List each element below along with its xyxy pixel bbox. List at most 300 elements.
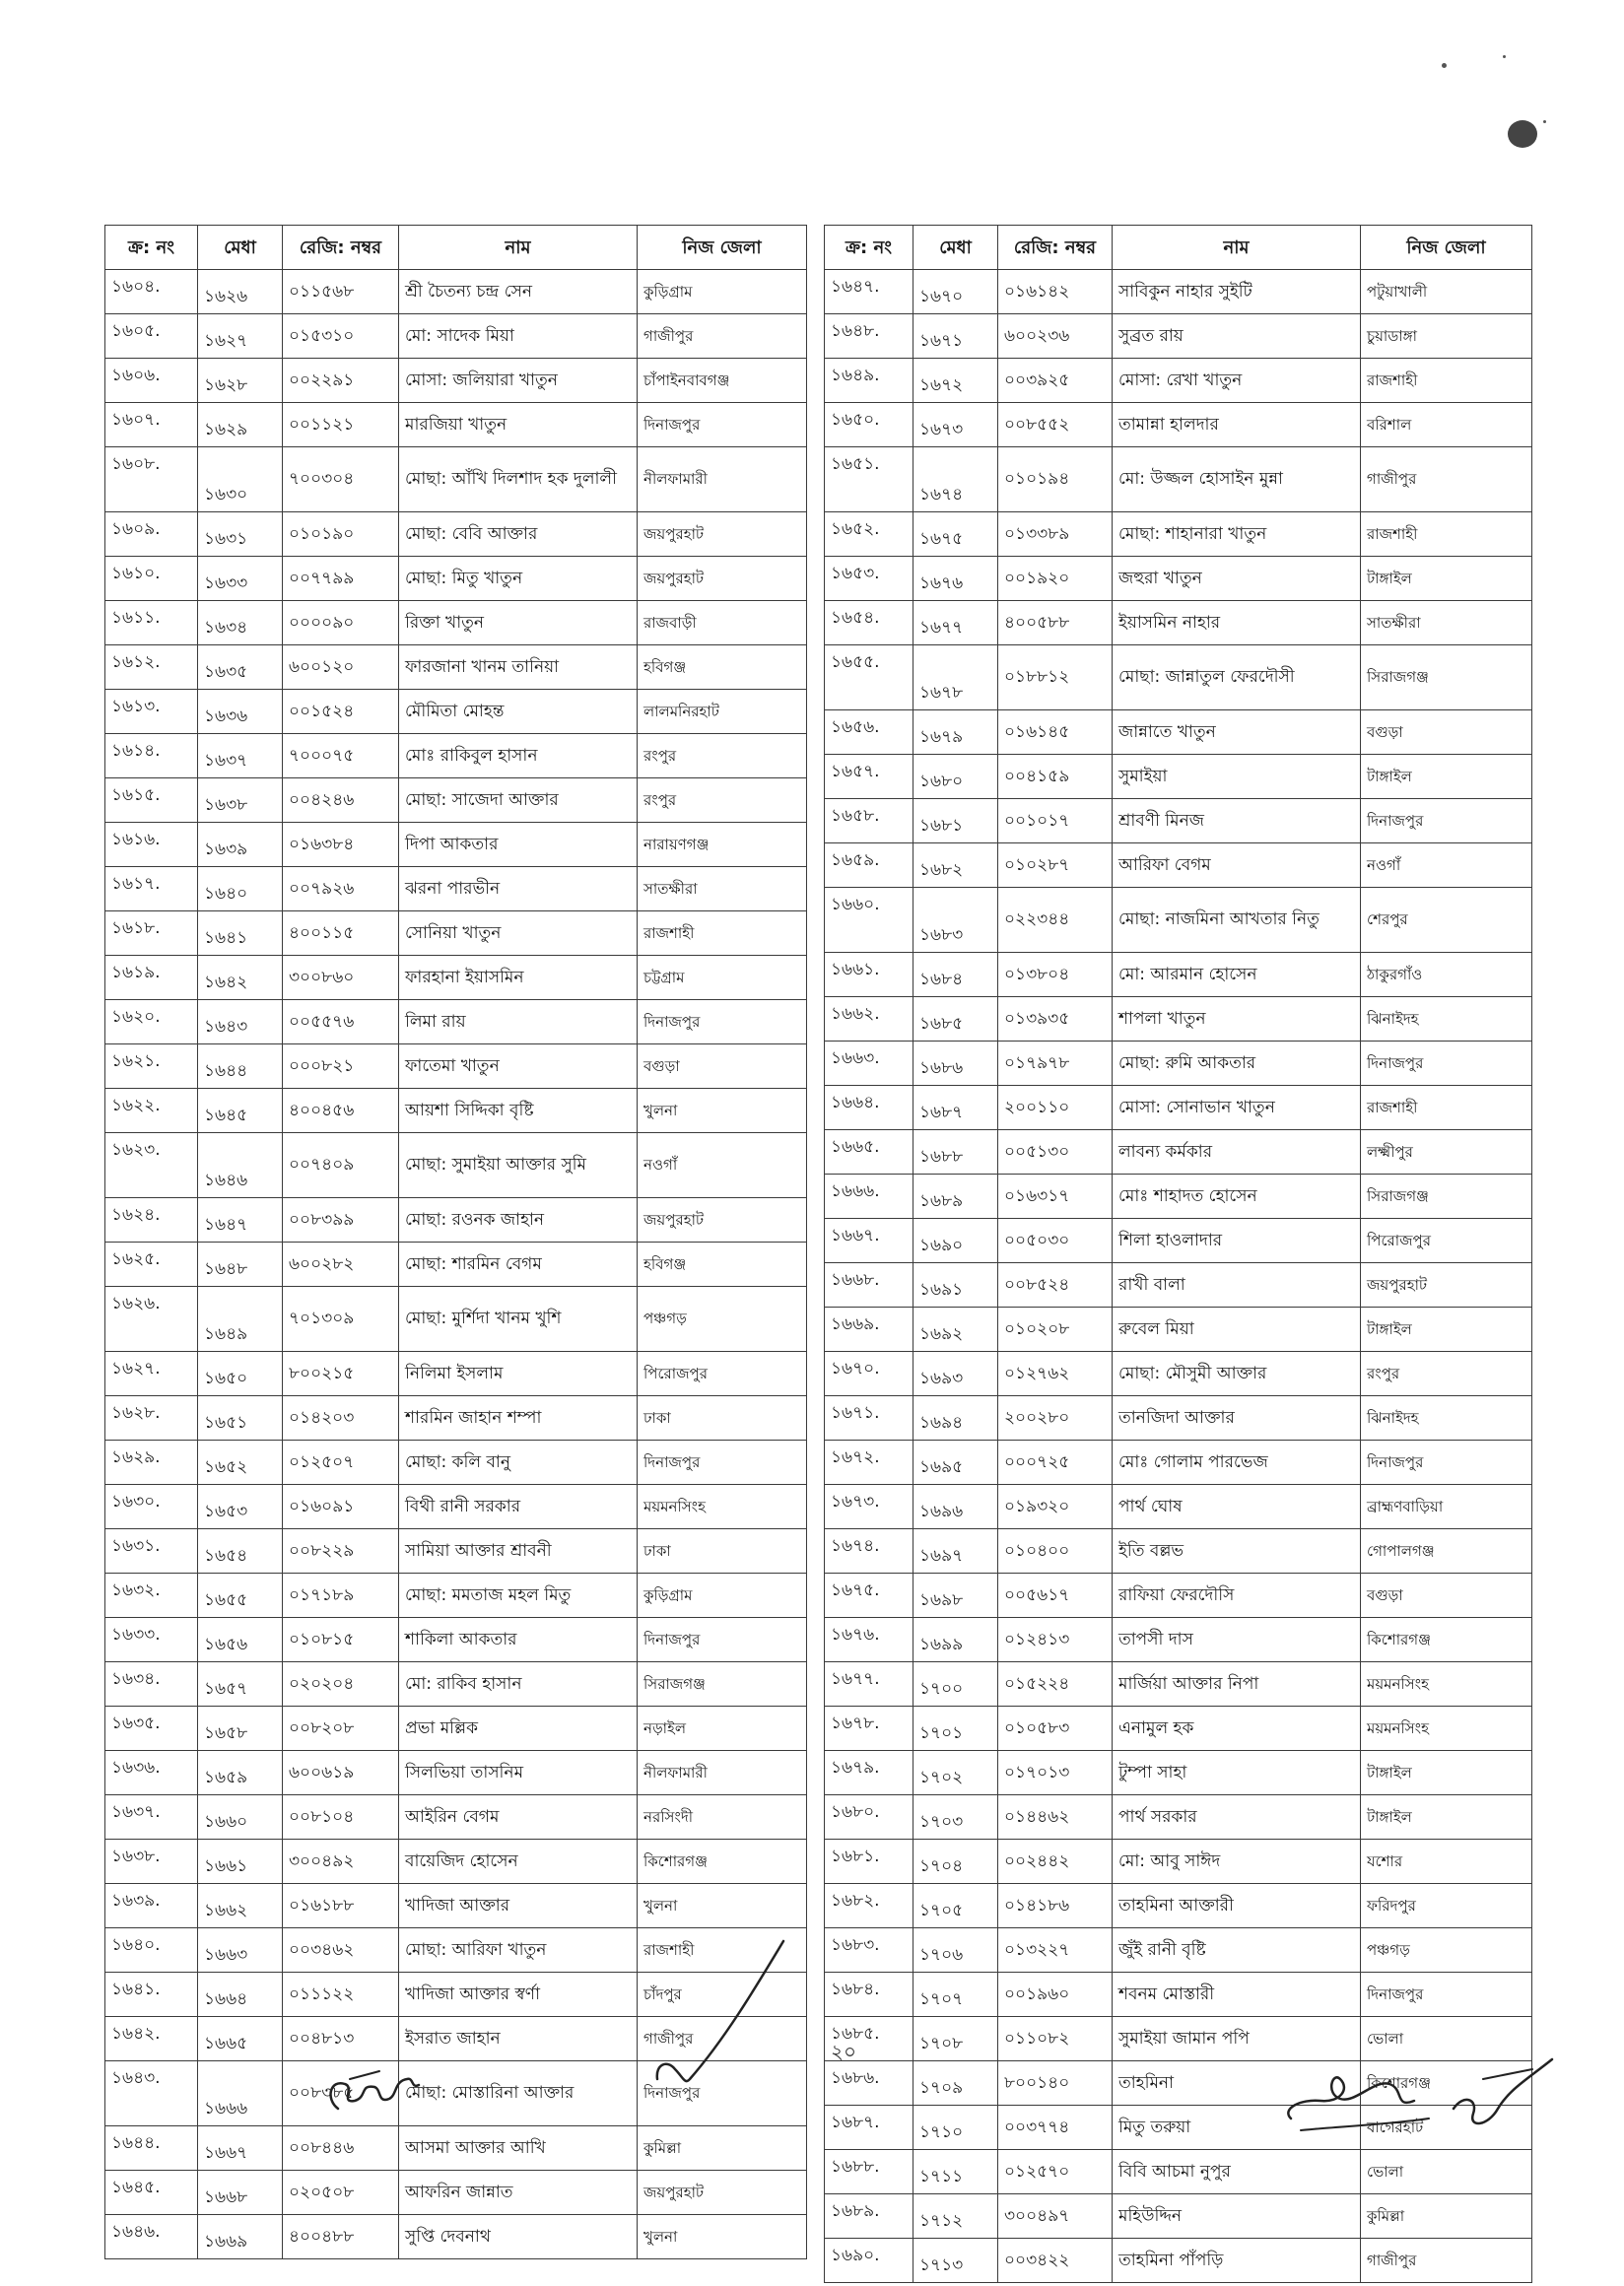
table-row bbox=[825, 270, 1532, 314]
candidate-name-cell: তাহমিনা আক্তারী bbox=[1113, 1884, 1361, 1928]
candidate-name-cell: লিমা রায় bbox=[399, 1000, 638, 1044]
table-row bbox=[105, 1198, 807, 1243]
serial-number-cell: ১৬০৭. bbox=[105, 403, 198, 447]
serial-number-cell: ১৬৭৪. bbox=[825, 1529, 914, 1574]
table-row bbox=[825, 888, 1532, 953]
serial-number-cell: ১৬৭০. bbox=[825, 1352, 914, 1396]
serial-number-cell: ১৬৮৩. bbox=[825, 1928, 914, 1973]
candidate-name-cell: শাপলা খাতুন bbox=[1113, 997, 1361, 1042]
registration-number-cell: ০১৩২২৭ bbox=[998, 1928, 1113, 1973]
registration-number-cell: ০১৪১৮৬ bbox=[998, 1884, 1113, 1928]
registration-number-cell: ০১০২০৮ bbox=[998, 1308, 1113, 1352]
serial-number-cell: ১৬১৪. bbox=[105, 734, 198, 778]
merit-rank-cell: ১৬৯৭ bbox=[914, 1529, 998, 1574]
candidate-name-cell: তাহমিনা পাঁপড়ি bbox=[1113, 2239, 1361, 2283]
candidate-name-cell: জান্নাতে খাতুন bbox=[1113, 710, 1361, 755]
merit-rank-cell: ১৬৬১ bbox=[198, 1840, 283, 1884]
serial-number-cell: ১৬২৪. bbox=[105, 1198, 198, 1243]
candidate-name-cell: এনামুল হক bbox=[1113, 1707, 1361, 1751]
table-row bbox=[825, 1751, 1532, 1795]
registration-number-cell: ৩০০৮৬০ bbox=[283, 956, 399, 1000]
candidate-name-cell: আয়শা সিদ্দিকা বৃষ্টি bbox=[399, 1089, 638, 1133]
candidate-name-cell: তানজিদা আক্তার bbox=[1113, 1396, 1361, 1441]
table-row bbox=[825, 1884, 1532, 1928]
registration-number-cell: ০০৫৬১৭ bbox=[998, 1574, 1113, 1618]
registration-number-cell: ০১৩৯৩৫ bbox=[998, 997, 1113, 1042]
home-district-cell: রাজশাহী bbox=[1361, 1086, 1532, 1130]
home-district-cell: সিরাজগঞ্জ bbox=[1361, 645, 1532, 710]
candidate-name-cell: মোছা: মমতাজ মহল মিতু bbox=[399, 1574, 638, 1618]
serial-number-cell: ১৬৩০. bbox=[105, 1485, 198, 1529]
signature-mark-left bbox=[320, 2059, 429, 2128]
home-district-cell: বগুড়া bbox=[638, 1044, 807, 1089]
registration-number-cell: ০০৭৯২৬ bbox=[283, 867, 399, 911]
home-district-cell: পঞ্চগড় bbox=[1361, 1928, 1532, 1973]
registration-number-cell: ০১০৮১৫ bbox=[283, 1618, 399, 1662]
table-header-row bbox=[105, 226, 807, 270]
home-district-cell: জয়পুরহাট bbox=[638, 512, 807, 557]
merit-rank-cell: ১৬৪১ bbox=[198, 911, 283, 956]
merit-rank-cell: ১৬৪৩ bbox=[198, 1000, 283, 1044]
candidate-name-cell: ফারহানা ইয়াসমিন bbox=[399, 956, 638, 1000]
table-row bbox=[105, 1884, 807, 1928]
registration-number-cell: ০০১০১৭ bbox=[998, 799, 1113, 843]
candidate-name-cell: ইয়াসমিন নাহার bbox=[1113, 601, 1361, 645]
serial-number-cell: ১৬১০. bbox=[105, 557, 198, 601]
home-district-cell: রংপুর bbox=[1361, 1352, 1532, 1396]
home-district-cell: নড়াইল bbox=[638, 1707, 807, 1751]
registration-number-cell: ৪০০১১৫ bbox=[283, 911, 399, 956]
table-row bbox=[825, 314, 1532, 359]
home-district-cell: ফরিদপুর bbox=[1361, 1884, 1532, 1928]
merit-rank-cell: ১৬৭৩ bbox=[914, 403, 998, 447]
merit-rank-cell: ১৬৯২ bbox=[914, 1308, 998, 1352]
home-district-cell: খুলনা bbox=[638, 1089, 807, 1133]
merit-rank-cell: ১৬৬৪ bbox=[198, 1973, 283, 2017]
registration-number-cell: ৭০০০৭৫ bbox=[283, 734, 399, 778]
registration-number-cell: ০০৮৩৯৯ bbox=[283, 1198, 399, 1243]
table-row bbox=[105, 1287, 807, 1352]
merit-rank-cell: ১৬৮৩ bbox=[914, 888, 998, 953]
home-district-cell: নারায়ণগঞ্জ bbox=[638, 823, 807, 867]
registration-number-cell: ২০০২৮০ bbox=[998, 1396, 1113, 1441]
candidate-name-cell: মিতু তরুয়া bbox=[1113, 2106, 1361, 2150]
home-district-cell: খুলনা bbox=[638, 1884, 807, 1928]
merit-rank-cell: ১৭১১ bbox=[914, 2150, 998, 2194]
table-row bbox=[105, 1529, 807, 1574]
table-row bbox=[105, 1751, 807, 1795]
serial-number-cell: ১৬২২. bbox=[105, 1089, 198, 1133]
registration-number-cell: ০১৬০৯১ bbox=[283, 1485, 399, 1529]
home-district-cell: কুড়িগ্রাম bbox=[638, 270, 807, 314]
registration-number-cell: ০১১০৮২ bbox=[998, 2017, 1113, 2061]
registration-number-cell: ০০৫১৩০ bbox=[998, 1130, 1113, 1175]
registration-number-cell: ০০৭৭৯৯ bbox=[283, 557, 399, 601]
merit-rank-cell: ১৭০৩ bbox=[914, 1795, 998, 1840]
home-district-cell: গোপালগঞ্জ bbox=[1361, 1529, 1532, 1574]
table-row bbox=[825, 953, 1532, 997]
header-merit: মেধা bbox=[198, 226, 283, 270]
home-district-cell: ঝিনাইদহ bbox=[1361, 997, 1532, 1042]
home-district-cell: গাজীপুর bbox=[638, 314, 807, 359]
merit-rank-cell: ১৬৪৮ bbox=[198, 1243, 283, 1287]
merit-rank-cell: ১৬৪৯ bbox=[198, 1287, 283, 1352]
serial-number-cell: ১৬১১. bbox=[105, 601, 198, 645]
home-district-cell: নরসিংদী bbox=[638, 1795, 807, 1840]
registration-number-cell: ০১০১৯৪ bbox=[998, 447, 1113, 512]
candidate-name-cell: তাপসী দাস bbox=[1113, 1618, 1361, 1662]
table-row bbox=[825, 557, 1532, 601]
candidate-name-cell: মোছা: মুর্শিদা খানম খুশি bbox=[399, 1287, 638, 1352]
home-district-cell: পটুয়াখালী bbox=[1361, 270, 1532, 314]
home-district-cell: নীলফামারী bbox=[638, 447, 807, 512]
candidate-name-cell: মোছা: কলি বানু bbox=[399, 1441, 638, 1485]
table-row bbox=[105, 1574, 807, 1618]
scan-speck bbox=[1543, 120, 1546, 123]
serial-number-cell: ১৬৪৪. bbox=[105, 2126, 198, 2171]
candidate-name-cell: পার্থ ঘোষ bbox=[1113, 1485, 1361, 1529]
merit-rank-cell: ১৭০৫ bbox=[914, 1884, 998, 1928]
candidate-name-cell: শিলা হাওলাদার bbox=[1113, 1219, 1361, 1263]
serial-number-cell: ১৬৪৮. bbox=[825, 314, 914, 359]
home-district-cell: রংপুর bbox=[638, 734, 807, 778]
registration-number-cell: ০০৫০৩০ bbox=[998, 1219, 1113, 1263]
registration-number-cell: ০১৬১৮৮ bbox=[283, 1884, 399, 1928]
candidate-name-cell: মোঃ শাহাদত হোসেন bbox=[1113, 1175, 1361, 1219]
registration-number-cell: ০০৮৫২৪ bbox=[998, 1263, 1113, 1308]
table-row bbox=[105, 1662, 807, 1707]
registration-number-cell: ০০৮৫৫২ bbox=[998, 403, 1113, 447]
registration-number-cell: ০১৩৮০৪ bbox=[998, 953, 1113, 997]
serial-number-cell: ১৬৫৪. bbox=[825, 601, 914, 645]
registration-number-cell: ০১৪২০৩ bbox=[283, 1396, 399, 1441]
serial-number-cell: ১৬৫৫. bbox=[825, 645, 914, 710]
table-row bbox=[825, 1352, 1532, 1396]
registration-number-cell: ০১১১২২ bbox=[283, 1973, 399, 2017]
candidate-name-cell: আইরিন বেগম bbox=[399, 1795, 638, 1840]
merit-rank-cell: ১৬৬৫ bbox=[198, 2017, 283, 2061]
serial-number-cell: ১৬৬২. bbox=[825, 997, 914, 1042]
serial-number-cell: ১৬৭৮. bbox=[825, 1707, 914, 1751]
table-row bbox=[825, 403, 1532, 447]
serial-number-cell: ১৬৭২. bbox=[825, 1441, 914, 1485]
candidate-name-cell: মোছা: সুমাইয়া আক্তার সুমি bbox=[399, 1133, 638, 1198]
registration-number-cell: ০০৩৪৬২ bbox=[283, 1928, 399, 1973]
home-district-cell: টাঙ্গাইল bbox=[1361, 1308, 1532, 1352]
merit-rank-cell: ১৬৪৫ bbox=[198, 1089, 283, 1133]
serial-number-cell: ১৬৮৮. bbox=[825, 2150, 914, 2194]
registration-number-cell: ০১৭৯৭৮ bbox=[998, 1042, 1113, 1086]
header-merit: মেধা bbox=[914, 226, 998, 270]
serial-number-cell: ১৬৬৪. bbox=[825, 1086, 914, 1130]
merit-rank-cell: ১৬৫৯ bbox=[198, 1751, 283, 1795]
registration-number-cell: ০১৬১৪২ bbox=[998, 270, 1113, 314]
home-district-cell: চট্টগ্রাম bbox=[638, 956, 807, 1000]
table-row bbox=[825, 1441, 1532, 1485]
serial-number-cell: ১৬৪৫. bbox=[105, 2171, 198, 2215]
registration-number-cell: ০১২৭৬২ bbox=[998, 1352, 1113, 1396]
candidate-name-cell: মো: আবু সাঈদ bbox=[1113, 1840, 1361, 1884]
registration-number-cell: ০১৬৩৮৪ bbox=[283, 823, 399, 867]
home-district-cell: কুমিল্লা bbox=[1361, 2194, 1532, 2239]
home-district-cell: ব্রাহ্মণবাড়িয়া bbox=[1361, 1485, 1532, 1529]
serial-number-cell: ১৬৩৫. bbox=[105, 1707, 198, 1751]
serial-number-cell: ১৬৯০. bbox=[825, 2239, 914, 2283]
table-row bbox=[105, 1044, 807, 1089]
candidate-name-cell: খাদিজা আক্তার bbox=[399, 1884, 638, 1928]
serial-number-cell: ১৬৮১. bbox=[825, 1840, 914, 1884]
header-serial: ক্র: নং bbox=[105, 226, 198, 270]
candidate-name-cell: সাবিকুন নাহার সুইটি bbox=[1113, 270, 1361, 314]
home-district-cell: দিনাজপুর bbox=[1361, 1441, 1532, 1485]
table-row bbox=[105, 690, 807, 734]
serial-number-cell: ১৬৪৯. bbox=[825, 359, 914, 403]
merit-rank-cell: ১৬৩৫ bbox=[198, 645, 283, 690]
serial-number-cell: ১৬৩৩. bbox=[105, 1618, 198, 1662]
merit-rank-cell: ১৬৬৮ bbox=[198, 2171, 283, 2215]
serial-number-cell: ১৬২৩. bbox=[105, 1133, 198, 1198]
serial-number-cell: ১৬৫৯. bbox=[825, 843, 914, 888]
candidate-name-cell: জহুরা খাতুন bbox=[1113, 557, 1361, 601]
home-district-cell: কিশোরগঞ্জ bbox=[1361, 1618, 1532, 1662]
home-district-cell: জয়পুরহাট bbox=[638, 1198, 807, 1243]
home-district-cell: গাজীপুর bbox=[1361, 2239, 1532, 2283]
home-district-cell: বগুড়া bbox=[1361, 710, 1532, 755]
home-district-cell: রংপুর bbox=[638, 778, 807, 823]
serial-number-cell: ১৬৫১. bbox=[825, 447, 914, 512]
home-district-cell: রাজশাহী bbox=[638, 911, 807, 956]
home-district-cell: রাজশাহী bbox=[638, 1928, 807, 1973]
table-row bbox=[105, 359, 807, 403]
home-district-cell: দিনাজপুর bbox=[1361, 1042, 1532, 1086]
merit-rank-cell: ১৬৫৪ bbox=[198, 1529, 283, 1574]
home-district-cell: ময়মনসিংহ bbox=[1361, 1662, 1532, 1707]
registration-number-cell: ০০১৯২০ bbox=[998, 557, 1113, 601]
home-district-cell: ময়মনসিংহ bbox=[638, 1485, 807, 1529]
serial-number-cell: ১৬৫২. bbox=[825, 512, 914, 557]
header-name: নাম bbox=[1113, 226, 1361, 270]
candidate-name-cell: মোছা: মৌসুমী আক্তার bbox=[1113, 1352, 1361, 1396]
serial-number-cell: ১৬৬৫. bbox=[825, 1130, 914, 1175]
serial-number-cell: ১৬৬৯. bbox=[825, 1308, 914, 1352]
table-row bbox=[825, 1396, 1532, 1441]
serial-number-cell: ১৬৭৬. bbox=[825, 1618, 914, 1662]
merit-rank-cell: ১৭০০ bbox=[914, 1662, 998, 1707]
merit-rank-cell: ১৬৬০ bbox=[198, 1795, 283, 1840]
table-row bbox=[825, 1840, 1532, 1884]
serial-number-cell: ১৬৪১. bbox=[105, 1973, 198, 2017]
candidate-name-cell: ইসরাত জাহান bbox=[399, 2017, 638, 2061]
table-row bbox=[105, 1840, 807, 1884]
candidate-name-cell: মোছা: শারমিন বেগম bbox=[399, 1243, 638, 1287]
serial-number-cell: ১৬২৬. bbox=[105, 1287, 198, 1352]
merit-rank-cell: ১৬৩৬ bbox=[198, 690, 283, 734]
home-district-cell: জয়পুরহাট bbox=[638, 557, 807, 601]
table-row bbox=[825, 1574, 1532, 1618]
table-row bbox=[105, 956, 807, 1000]
candidate-name-cell: সুপ্তি দেবনাথ bbox=[399, 2215, 638, 2259]
merit-rank-cell: ১৬৭৬ bbox=[914, 557, 998, 601]
candidate-name-cell: মোছা: নাজমিনা আখতার নিতু bbox=[1113, 888, 1361, 953]
merit-rank-cell: ১৬৫০ bbox=[198, 1352, 283, 1396]
signature-mark-right bbox=[1281, 2040, 1567, 2148]
registration-number-cell: ০১৮৮১২ bbox=[998, 645, 1113, 710]
serial-number-cell: ১৬৬৮. bbox=[825, 1263, 914, 1308]
home-district-cell: পঞ্চগড় bbox=[638, 1287, 807, 1352]
candidate-name-cell: দিপা আকতার bbox=[399, 823, 638, 867]
table-row bbox=[105, 1133, 807, 1198]
candidate-name-cell: মারজিয়া খাতুন bbox=[399, 403, 638, 447]
merit-rank-cell: ১৬২৬ bbox=[198, 270, 283, 314]
serial-number-cell: ১৬৪২. bbox=[105, 2017, 198, 2061]
table-row bbox=[105, 2215, 807, 2259]
table-row bbox=[105, 867, 807, 911]
merit-rank-cell: ১৬৭৪ bbox=[914, 447, 998, 512]
candidate-name-cell: মোছা: বেবি আক্তার bbox=[399, 512, 638, 557]
candidate-name-cell: মার্জিয়া আক্তার নিপা bbox=[1113, 1662, 1361, 1707]
home-district-cell: সাতক্ষীরা bbox=[1361, 601, 1532, 645]
serial-number-cell: ১৬৫৬. bbox=[825, 710, 914, 755]
home-district-cell: হবিগঞ্জ bbox=[638, 645, 807, 690]
serial-number-cell: ১৬৮০. bbox=[825, 1795, 914, 1840]
serial-number-cell: ১৬৮৯. bbox=[825, 2194, 914, 2239]
table-row bbox=[825, 512, 1532, 557]
serial-number-cell: ১৬৩৭. bbox=[105, 1795, 198, 1840]
candidate-name-cell: তাহমিনা bbox=[1113, 2061, 1361, 2106]
table-row bbox=[825, 1707, 1532, 1751]
table-row bbox=[825, 843, 1532, 888]
home-district-cell: বগুড়া bbox=[1361, 1574, 1532, 1618]
serial-number-cell: ১৬১২. bbox=[105, 645, 198, 690]
candidate-name-cell: তামান্না হালদার bbox=[1113, 403, 1361, 447]
registration-number-cell: ৬০০২৮২ bbox=[283, 1243, 399, 1287]
merit-rank-cell: ১৬৭৮ bbox=[914, 645, 998, 710]
candidate-name-cell: মোঃ গোলাম পারভেজ bbox=[1113, 1441, 1361, 1485]
candidate-name-cell: রাখী বালা bbox=[1113, 1263, 1361, 1308]
serial-number-cell: ১৬৩২. bbox=[105, 1574, 198, 1618]
table-row bbox=[105, 823, 807, 867]
home-district-cell: হবিগঞ্জ bbox=[638, 1243, 807, 1287]
merit-rank-cell: ১৬৩৯ bbox=[198, 823, 283, 867]
table-row bbox=[105, 2126, 807, 2171]
serial-number-cell: ১৬২৫. bbox=[105, 1243, 198, 1287]
candidate-name-cell: মোসা: জলিয়ারা খাতুন bbox=[399, 359, 638, 403]
home-district-cell: নওগাঁ bbox=[1361, 843, 1532, 888]
candidate-name-cell: আরিফা বেগম bbox=[1113, 843, 1361, 888]
candidate-name-cell: মোছা: রওনক জাহান bbox=[399, 1198, 638, 1243]
candidate-name-cell: প্রভা মল্লিক bbox=[399, 1707, 638, 1751]
home-district-cell: লালমনিরহাট bbox=[638, 690, 807, 734]
candidate-name-cell: মোছা: মিতু খাতুন bbox=[399, 557, 638, 601]
candidate-name-cell: ফারজানা খানম তানিয়া bbox=[399, 645, 638, 690]
serial-number-cell: ১৬৮৭. bbox=[825, 2106, 914, 2150]
registration-number-cell: ৬০০২৩৬ bbox=[998, 314, 1113, 359]
table-row bbox=[105, 557, 807, 601]
table-row bbox=[825, 1308, 1532, 1352]
registration-number-cell: ০১৭০১৩ bbox=[998, 1751, 1113, 1795]
home-district-cell: সিরাজগঞ্জ bbox=[1361, 1175, 1532, 1219]
merit-list-table-right bbox=[824, 225, 1532, 2283]
table-row bbox=[105, 1795, 807, 1840]
registration-number-cell: ০১০১৯০ bbox=[283, 512, 399, 557]
serial-number-cell: ১৬৭৫. bbox=[825, 1574, 914, 1618]
table-row bbox=[105, 447, 807, 512]
table-row bbox=[105, 1618, 807, 1662]
home-district-cell: সাতক্ষীরা bbox=[638, 867, 807, 911]
registration-number-cell: ০২০২০৪ bbox=[283, 1662, 399, 1707]
merit-rank-cell: ১৬৮৪ bbox=[914, 953, 998, 997]
registration-number-cell: ০০৩৭৭৪ bbox=[998, 2106, 1113, 2150]
serial-number-cell: ১৬২৮. bbox=[105, 1396, 198, 1441]
merit-rank-cell: ১৭১০ bbox=[914, 2106, 998, 2150]
merit-rank-cell: ১৬৮৭ bbox=[914, 1086, 998, 1130]
serial-number-cell: ১৬২০. bbox=[105, 1000, 198, 1044]
table-row bbox=[105, 734, 807, 778]
table-row bbox=[825, 1973, 1532, 2017]
table-row bbox=[825, 1795, 1532, 1840]
registration-number-cell: ০০৮২০৮ bbox=[283, 1707, 399, 1751]
table-row bbox=[825, 1263, 1532, 1308]
candidate-name-cell: মোছা: শাহানারা খাতুন bbox=[1113, 512, 1361, 557]
candidate-name-cell: নিলিমা ইসলাম bbox=[399, 1352, 638, 1396]
table-row bbox=[105, 778, 807, 823]
registration-number-cell: ৬০০৬১৯ bbox=[283, 1751, 399, 1795]
registration-number-cell: ০১১৫৬৮ bbox=[283, 270, 399, 314]
registration-number-cell: ০০০৭২৫ bbox=[998, 1441, 1113, 1485]
merit-rank-cell: ১৬৪৭ bbox=[198, 1198, 283, 1243]
home-district-cell: নওগাঁ bbox=[638, 1133, 807, 1198]
home-district-cell: রাজবাড়ী bbox=[638, 601, 807, 645]
header-reg-number: রেজি: নম্বর bbox=[283, 226, 399, 270]
home-district-cell: দিনাজপুর bbox=[638, 1618, 807, 1662]
table-row bbox=[105, 1352, 807, 1396]
merit-rank-cell: ১৬৭৫ bbox=[914, 512, 998, 557]
registration-number-cell: ০১৪৪৬২ bbox=[998, 1795, 1113, 1840]
registration-number-cell: ০০৩৯২৫ bbox=[998, 359, 1113, 403]
home-district-cell: ঠাকুরগাঁও bbox=[1361, 953, 1532, 997]
serial-number-cell: ১৬০৮. bbox=[105, 447, 198, 512]
merit-rank-cell: ১৭০৮ bbox=[914, 2017, 998, 2061]
home-district-cell: টাঙ্গাইল bbox=[1361, 1795, 1532, 1840]
merit-rank-cell: ১৬৩১ bbox=[198, 512, 283, 557]
table-row bbox=[825, 755, 1532, 799]
scan-speck bbox=[1503, 55, 1506, 58]
registration-number-cell: ০১৫২২৪ bbox=[998, 1662, 1113, 1707]
home-district-cell: গাজীপুর bbox=[638, 2017, 807, 2061]
merit-rank-cell: ১৬৯১ bbox=[914, 1263, 998, 1308]
serial-number-cell: ১৬১৩. bbox=[105, 690, 198, 734]
candidate-name-cell: শ্রী চৈতন্য চন্দ্র সেন bbox=[399, 270, 638, 314]
registration-number-cell: ০০৮৩৮৫ bbox=[283, 2061, 399, 2126]
candidate-name-cell: মোছা: আরিফা খাতুন bbox=[399, 1928, 638, 1973]
merit-rank-cell: ১৬২৭ bbox=[198, 314, 283, 359]
registration-number-cell: ০০০৮২১ bbox=[283, 1044, 399, 1089]
table-row bbox=[825, 997, 1532, 1042]
candidate-name-cell: সুমাইয়া bbox=[1113, 755, 1361, 799]
home-district-cell: দিনাজপুর bbox=[638, 403, 807, 447]
candidate-name-cell: মোছা: জান্নাতুল ফেরদৌসী bbox=[1113, 645, 1361, 710]
merit-rank-cell: ১৭১৩ bbox=[914, 2239, 998, 2283]
registration-number-cell: ০১৬৩১৭ bbox=[998, 1175, 1113, 1219]
registration-number-cell: ০০১৯৬০ bbox=[998, 1973, 1113, 2017]
registration-number-cell: ৮০০১৪০ bbox=[998, 2061, 1113, 2106]
table-row bbox=[825, 1529, 1532, 1574]
header-reg-number: রেজি: নম্বর bbox=[998, 226, 1113, 270]
registration-number-cell: ০১৩৩৮৯ bbox=[998, 512, 1113, 557]
registration-number-cell: ০০৪৮১৩ bbox=[283, 2017, 399, 2061]
registration-number-cell: ০১০৪০০ bbox=[998, 1529, 1113, 1574]
candidate-name-cell: ইতি বল্লভ bbox=[1113, 1529, 1361, 1574]
